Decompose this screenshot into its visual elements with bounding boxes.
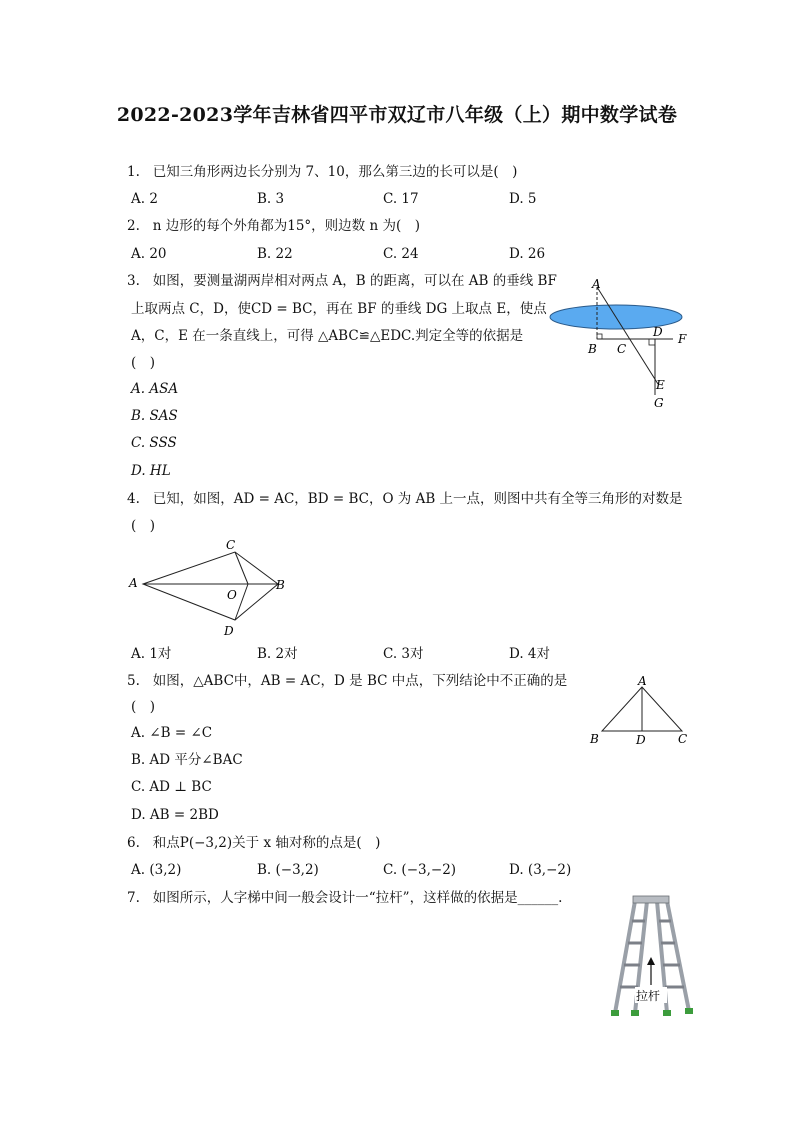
label-c: C: [678, 732, 688, 746]
label-rod: 拉杆: [636, 989, 661, 1003]
question-3: [127, 272, 557, 290]
kite-outline: [143, 552, 278, 620]
question-text: A，C，E 在一条直线上，可得 △ABC≌△EDC.判定全等的依据是: [131, 328, 524, 344]
lake-figure: [545, 275, 695, 415]
question-number: 2.: [127, 218, 140, 234]
label-d: D: [224, 624, 234, 638]
question-text: ( ): [131, 699, 156, 715]
question-text: 如图所示，人字梯中间一般会设计一“拉杆”，这样做的依据是______.: [152, 890, 563, 906]
option-a: A. 2: [131, 191, 158, 207]
label-d: D: [653, 325, 663, 339]
question-6: [127, 834, 380, 852]
option-a: A. ASA: [131, 381, 179, 397]
question-number: 7.: [127, 890, 140, 906]
question-2: [127, 217, 420, 235]
question-text: ( ): [131, 518, 156, 534]
option-b: B. AD 平分∠BAC: [131, 752, 243, 768]
question-text: 上取两点 C，D，使CD = BC，再在 BF 的垂线 DG 上取点 E，使点: [131, 301, 547, 317]
ladder-top: [633, 896, 669, 903]
page-title: 2022-2023学年吉林省四平市双辽市八年级（上）期中数学试卷: [116, 104, 678, 126]
option-a: A. (3,2): [131, 862, 182, 878]
label-a: A: [638, 674, 647, 688]
label-o: O: [227, 588, 237, 602]
label-b: B: [588, 342, 597, 356]
option-d: D. 26: [509, 246, 546, 262]
option-c: C. 3对: [383, 646, 424, 662]
question-text: 已知三角形两边长分别为 7、10，那么第三边的长可以是( ): [152, 164, 518, 180]
ladder-foot: [611, 1010, 619, 1016]
option-d: D. HL: [131, 463, 171, 479]
question-text: 已知，如图，AD = AC，BD = BC，O 为 AB 上一点，则图中共有全等三角形的对数是: [152, 491, 683, 507]
kite-figure: [125, 535, 300, 640]
ladder-figure: [605, 893, 700, 1023]
option-b: B. SAS: [131, 408, 178, 424]
label-b: B: [276, 578, 285, 592]
option-d: D. AB = 2BD: [131, 807, 219, 823]
question-7: [127, 889, 562, 907]
question-1: [127, 163, 517, 181]
question-text: n 边形的每个外角都为15°，则边数 n 为( ): [152, 218, 420, 234]
arrow-head-icon: [647, 957, 655, 965]
question-number: 4.: [127, 491, 140, 507]
line-ae: [597, 287, 658, 384]
label-c: C: [226, 538, 236, 552]
right-angle-b: [597, 334, 602, 339]
ladder-foot: [663, 1010, 671, 1016]
option-b: B. 2对: [257, 646, 298, 662]
question-text: 如图，△ABC中，AB = AC，D 是 BC 中点，下列结论中不正确的是: [152, 673, 568, 689]
option-c: C. 17: [383, 191, 419, 207]
option-c: C. (−3,−2): [383, 862, 457, 878]
label-c: C: [617, 342, 627, 356]
question-4: [127, 490, 683, 508]
label-a: A: [129, 576, 138, 590]
option-b: B. 22: [257, 246, 293, 262]
option-c: C. SSS: [131, 435, 177, 451]
question-number: 6.: [127, 835, 140, 851]
isosceles-figure: [585, 673, 695, 751]
label-f: F: [678, 332, 687, 346]
label-a: A: [592, 277, 601, 291]
ladder-rail: [667, 901, 689, 1011]
option-d: D. (3,−2): [509, 862, 572, 878]
question-text: 和点P(−3,2)关于 x 轴对称的点是( ): [152, 835, 381, 851]
option-b: B. 3: [257, 191, 285, 207]
right-angle-d: [649, 339, 655, 345]
question-number: 1.: [127, 164, 140, 180]
option-a: A. 1对: [131, 646, 172, 662]
option-d: D. 5: [509, 191, 537, 207]
question-5: [127, 672, 567, 690]
label-b: B: [590, 732, 599, 746]
question-number: 5.: [127, 673, 140, 689]
option-d: D. 4对: [509, 646, 551, 662]
label-e: E: [656, 378, 665, 392]
ladder-foot: [631, 1010, 639, 1016]
label-d: D: [636, 733, 646, 747]
ladder-rail: [615, 901, 635, 1013]
question-text: ( ): [131, 355, 156, 371]
option-c: C. 24: [383, 246, 419, 262]
option-b: B. (−3,2): [257, 862, 319, 878]
option-a: A. 20: [131, 246, 167, 262]
question-number: 3.: [127, 273, 140, 289]
label-g: G: [654, 396, 664, 410]
ladder-foot: [685, 1008, 693, 1014]
option-c: C. AD ⊥ BC: [131, 779, 212, 795]
option-a: A. ∠B = ∠C: [131, 725, 213, 741]
question-text: 如图，要测量湖两岸相对两点 A，B 的距离，可以在 AB 的垂线 BF: [152, 273, 557, 289]
